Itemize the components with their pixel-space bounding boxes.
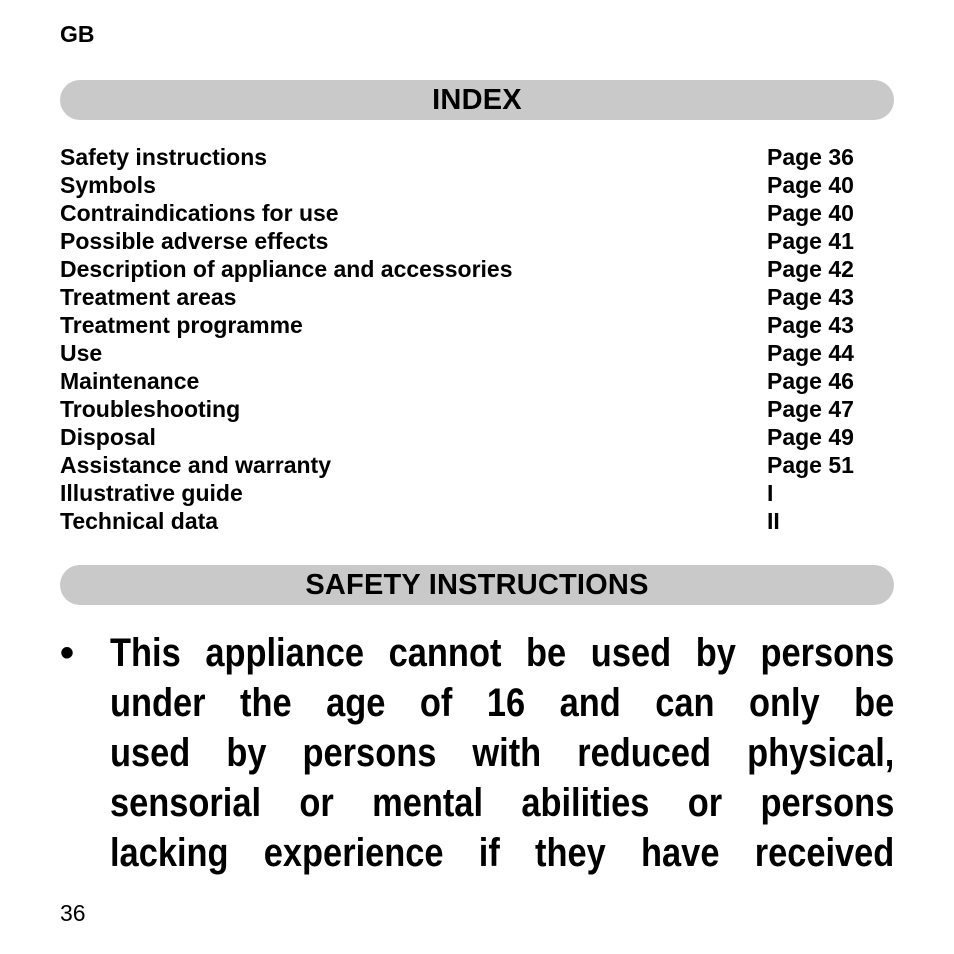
index-item-page: Page 40: [767, 200, 854, 226]
index-item-page: Page 41: [767, 228, 854, 254]
index-item-page: Page 44: [767, 340, 854, 366]
index-item: [60, 143, 890, 171]
index-item-page: Page 43: [767, 312, 854, 338]
safety-bullet-line: This appliance cannot be used by persons: [110, 631, 895, 675]
index-item-title: Symbols: [60, 172, 156, 198]
safety-heading: SAFETY INSTRUCTIONS: [305, 568, 649, 601]
index-item-page: I: [767, 480, 774, 506]
index-item-page: Page 36: [767, 144, 854, 170]
safety-bullet-line: lacking experience if they have received: [110, 831, 895, 875]
index-item: [60, 367, 890, 395]
index-item: [60, 199, 890, 227]
index-item-title: Possible adverse effects: [60, 228, 329, 254]
safety-bullet-line: sensorial or mental abilities or persons: [110, 781, 895, 825]
page-number: 36: [60, 900, 86, 926]
index-item: [60, 311, 890, 339]
index-item-title: Technical data: [60, 508, 219, 534]
safety-heading-bar: [60, 565, 894, 605]
index-item-title: Troubleshooting: [60, 396, 241, 422]
index-item: [60, 283, 890, 311]
index-item-title: Description of appliance and accessories: [60, 256, 513, 282]
safety-bullet-text: [110, 628, 894, 878]
index-item-title: Safety instructions: [60, 144, 268, 170]
index-item: [60, 171, 890, 199]
index-item-title: Maintenance: [60, 368, 200, 394]
index-item-page: Page 49: [767, 424, 854, 450]
index-item: [60, 423, 890, 451]
index-item-title: Illustrative guide: [60, 480, 243, 506]
index-item: [60, 507, 890, 535]
index-item: [60, 395, 890, 423]
index-item-title: Assistance and warranty: [60, 452, 332, 478]
index-item-page: II: [767, 508, 780, 534]
index-item-page: Page 51: [767, 452, 854, 478]
index-item-title: Contraindications for use: [60, 200, 339, 226]
index-item-title: Use: [60, 340, 103, 366]
bullet-symbol: •: [60, 631, 75, 675]
index-item: [60, 451, 890, 479]
index-item-page: Page 43: [767, 284, 854, 310]
index-heading-bar: [60, 80, 894, 120]
index-item: [60, 227, 890, 255]
index-item: [60, 255, 890, 283]
index-item-page: Page 47: [767, 396, 854, 422]
safety-bullet-line: used by persons with reduced physical,: [110, 731, 895, 775]
index-item-title: Disposal: [60, 424, 156, 450]
index-item: [60, 339, 890, 367]
index-item-page: Page 46: [767, 368, 854, 394]
index-item: [60, 479, 890, 507]
index-list: [60, 143, 890, 535]
index-item-page: Page 40: [767, 172, 854, 198]
language-code: GB: [60, 21, 95, 47]
index-item-page: Page 42: [767, 256, 854, 282]
index-heading: INDEX: [432, 83, 522, 116]
safety-bullet-line: under the age of 16 and can only be: [110, 681, 895, 725]
index-item-title: Treatment programme: [60, 312, 303, 338]
index-item-title: Treatment areas: [60, 284, 237, 310]
